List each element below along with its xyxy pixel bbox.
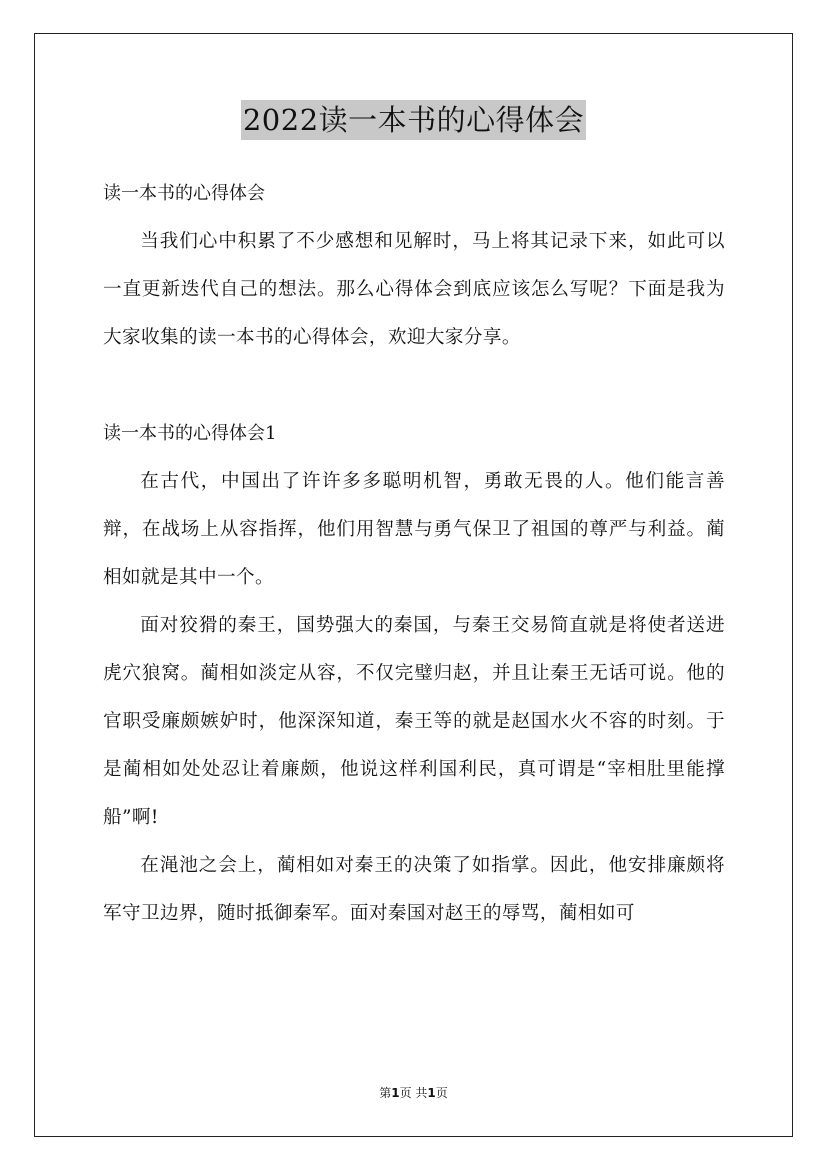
body-paragraph: 面对狡猾的秦王，国势强大的秦国，与秦王交易简直就是将使者送进虎穴狼窝。蔺相如淡定从容，不仅完璧归赵，并且让秦王无话可说。他的官职受廉颇嫉妒时，他深深知道，秦王等的就是赵国水火不容的时刻。于是蔺相如处处忍让着廉颇，他说这样利国利民，真可谓是“宰相肚里能撑船”啊! [103,615,725,828]
page-footer [0,1084,827,1101]
spacer [103,362,725,410]
footer-prefix: 第 [379,1086,392,1100]
footer-suffix: 页 [435,1086,448,1100]
document-subtitle: 读一本书的心得体会 [103,183,265,204]
footer-page-number: 1 [391,1086,400,1100]
body-paragraph: 在古代，中国出了许许多多聪明机智，勇敢无畏的人。他们能言善辩，在战场上从容指挥，他们用智慧与勇气保卫了祖国的尊严与利益。蔺相如就是其中一个。 [103,471,725,588]
document-body [103,170,725,938]
intro-paragraph: 当我们心中积累了不少感想和见解时，马上将其记录下来，如此可以一直更新迭代自己的想法。那么心得体会到底应该怎么写呢？下面是我为大家收集的读一本书的心得体会，欢迎大家分享。 [103,231,725,348]
footer-mid: 页 共 [399,1086,428,1100]
body-paragraph: 在渑池之会上，蔺相如对秦王的决策了如指掌。因此，他安排廉颇将军守卫边界，随时抵御秦军。面对秦国对赵王的辱骂，蔺相如可 [103,855,725,924]
document-title: 2022读一本书的心得体会 [241,100,586,140]
footer-page-total: 1 [427,1086,436,1100]
section-heading: 读一本书的心得体会1 [103,423,277,444]
title-container [0,100,827,140]
